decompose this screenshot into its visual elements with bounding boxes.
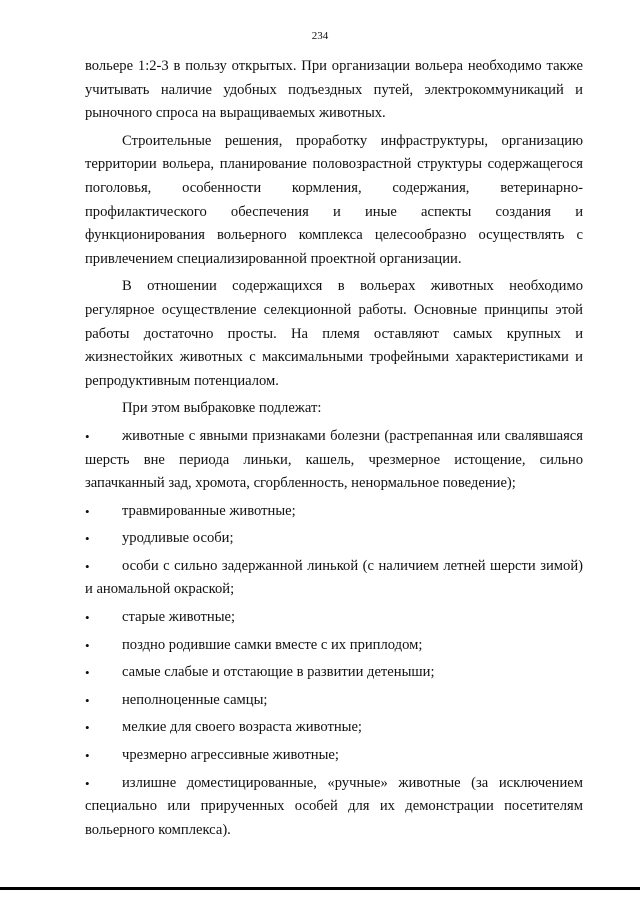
- bottom-rule: [0, 887, 640, 890]
- bullet-icon: •: [85, 692, 90, 708]
- paragraph-culling-intro: При этом выбраковке подлежат:: [122, 400, 322, 417]
- list-item: [85, 555, 583, 602]
- bullet-icon: •: [85, 558, 90, 574]
- paragraph-construction: Строительные решения, проработку инфраструктуры, организацию территории вольера, планирование половозрастной структуры содержащегося поголовья, особенности кормления, содержания, ветеринарно-профилактического обеспечения и иные аспекты создания и функционирования вольерного комплекса целесообразно осуществлять с привлечением специализированной проектной организации.: [85, 132, 583, 267]
- bullet-icon: •: [85, 610, 90, 626]
- list-item-text: травмированные животные;: [122, 502, 296, 519]
- list-item-text: животные с явными признаками болезни (растрепанная или свалявшаяся шерсть вне периода линьки, кашель, чрезмерное истощение, сильно запачканный зад, хромота, сгорбленность, ненормальное поведение);: [85, 427, 583, 492]
- bullet-icon: •: [85, 531, 90, 547]
- culling-list: [85, 425, 583, 843]
- list-item: [85, 634, 583, 658]
- list-item: [85, 527, 583, 551]
- paragraph-continuation: вольере 1:2-3 в пользу открытых. При организации вольера необходимо также учитывать наличие удобных подъездных путей, электрокоммуникаций и рыночного спроса на выращиваемых животных.: [85, 58, 583, 122]
- bullet-icon: •: [85, 748, 90, 764]
- page-number: 234: [311, 30, 329, 42]
- list-item: [85, 689, 583, 713]
- bullet-icon: •: [85, 775, 90, 791]
- list-item-text: мелкие для своего возраста животные;: [122, 719, 362, 736]
- page-body: [85, 55, 583, 842]
- list-item-text: уродливые особи;: [122, 530, 234, 547]
- list-item: [85, 661, 583, 685]
- list-item: [85, 606, 583, 630]
- list-item: [85, 716, 583, 740]
- list-item-text: неполноценные самцы;: [122, 691, 268, 708]
- list-item: [85, 500, 583, 524]
- list-item-text: старые животные;: [122, 609, 236, 626]
- list-item-text: чрезмерно агрессивные животные;: [122, 747, 339, 764]
- list-item-text: излишне доместицированные, «ручные» животные (за исключением специально или прирученных особей для их демонстрации посетителям вольерного комплекса).: [85, 774, 583, 838]
- bullet-icon: •: [85, 720, 90, 736]
- bullet-icon: •: [85, 503, 90, 519]
- list-item-text: самые слабые и отстающие в развитии детеныши;: [122, 664, 435, 681]
- list-item: [85, 744, 583, 768]
- paragraph-selection: В отношении содержащихся в вольерах животных необходимо регулярное осуществление селекционной работы. Основные принципы этой работы достаточно просты. На племя оставляют самых крупных и жизнестойких животных с максимальными трофейными характеристиками и репродуктивным потенциалом.: [85, 278, 583, 389]
- list-item: [85, 772, 583, 843]
- list-item: [85, 425, 583, 496]
- bullet-icon: •: [85, 428, 90, 444]
- bullet-icon: •: [85, 637, 90, 653]
- list-item-text: поздно родившие самки вместе с их приплодом;: [122, 636, 423, 653]
- bullet-icon: •: [85, 665, 90, 681]
- list-item-text: особи с сильно задержанной линькой (с наличием летней шерсти зимой) и аномальной окраской;: [85, 557, 583, 598]
